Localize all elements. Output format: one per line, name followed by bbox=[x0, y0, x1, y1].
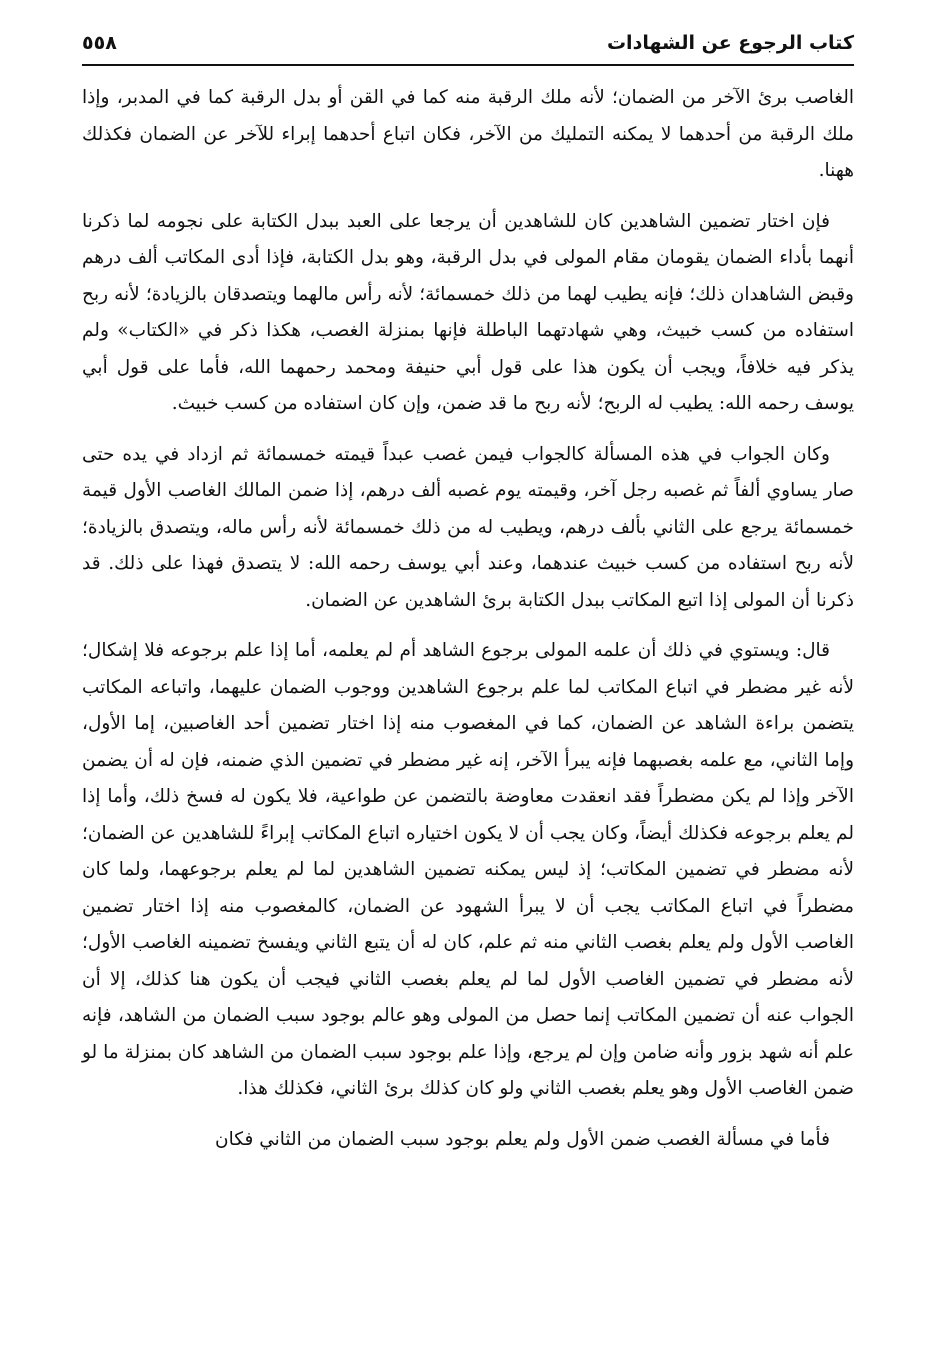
paragraph-4: قال: ويستوي في ذلك أن علمه المولى برجوع الشاهد أم لم يعلمه، أما إذا علم برجوعه فلا إشكال؛ لأنه غير مضطر في اتباع المكاتب لما علم برجوع الشاهدين ووجوب الضمان عليهما، واتباعه المكاتب يتضمن براءة الشاهد عن الضمان، كما في المغصوب منه إذا اختار تضمين أحد الغاصبين، إما الأول، وإما الثاني، مع علمه بغصبهما فإنه يبرأ الآخر، إنه غير مضطر في تضمين الذي ضمنه، فإن له أن يضمن الآخر وإذا لم يكن مضطراً فقد انعقدت معاوضة بالتضمن عن طواعية، فلا يكون له فسخ ذلك، وأما إذا لم يعلم برجوعه فكذلك أيضاً، وكان يجب أن لا يكون اختياره اتباع المكاتب إبراءً للشاهدين عن الضمان؛ لأنه مضطر في تضمين المكاتب؛ إذ ليس يمكنه تضمين الشاهدين لما لم يعلم برجوعهما، ولما كان مضطراً في اتباع المكاتب يجب أن لا يبرأ الشهود عن الضمان، كالمغصوب منه إذا اختار تضمين الغاصب الأول ولم يعلم بغصب الثاني منه ثم علم، كان له أن يتبع الثاني ويفسخ تضمينه الغاصب الأول؛ لأنه مضطر في تضمين الغاصب الأول لما لم يعلم بغصب الثاني فيجب أن يكون هنا كذلك، إلا أن الجواب عنه أن تضمين المكاتب إنما حصل من المولى وهو عالم بوجود سبب الضمان من الشاهد، فإنه علم أنه شهد بزور وأنه ضامن وإن لم يرجع، وإذا علم بوجود سبب الضمان من الشاهد كان بمنزلة ما لو ضمن الغاصب الأول وهو يعلم بغصب الثاني ولو كان كذلك برئ الثاني، فكذلك هذا. bbox=[82, 640, 855, 1099]
paragraph-2: فإن اختار تضمين الشاهدين كان للشاهدين أن يرجعا على العبد ببدل الكتابة على نجومه لما ذكرنا أنهما بأداء الضمان يقومان مقام المولى في بدل الرقبة، وهو بدل الكتابة، فإذا أدى المكاتب ألف درهم وقبض الشاهدان ذلك؛ فإنه يطيب لهما من ذلك خمسمائة؛ لأنه رأس مالهما ويتصدقان بالزيادة؛ لأنه ربح استفاده من كسب خبيث، وهي شهادتهما الباطلة فإنها بمنزلة الغصب، هكذا ذكر في «الكتاب» ولم يذكر فيه خلافاً، ويجب أن يكون هذا على قول أبي حنيفة ومحمد رحمهما الله، فأما على قول أبي يوسف رحمه الله: يطيب له الربح؛ لأنه ربح ما قد ضمن، وإن كان استفاده من كسب خبيث. bbox=[82, 210, 854, 414]
book-page bbox=[82, 26, 854, 1346]
paragraph-1: الغاصب برئ الآخر من الضمان؛ لأنه ملك الرقبة منه كما في القن أو بدل الرقبة كما في المدبر، وإذا ملك الرقبة من أحدهما لا يمكنه التمليك من الآخر، فكان اتباع أحدهما إبراء للآخر عن الضمان فكذلك ههنا. bbox=[82, 87, 854, 181]
page-header bbox=[82, 26, 854, 66]
page-body bbox=[82, 80, 854, 1158]
running-title: كتاب الرجوع عن الشهادات bbox=[606, 32, 854, 54]
paragraph-5: فأما في مسألة الغصب ضمن الأول ولم يعلم بوجود سبب الضمان من الثاني فكان bbox=[215, 1128, 830, 1150]
page-number: ٥٥٨ bbox=[82, 32, 117, 54]
paragraph-3: وكان الجواب في هذه المسألة كالجواب فيمن غصب عبداً قيمته خمسمائة ثم ازداد في يده حتى صار يساوي ألفاً ثم غصبه رجل آخر، وقيمته يوم غصبه ألف درهم، إذا ضمن المالك الغاصب الأول قيمة خمسمائة يرجع على الثاني بألف درهم، ويطيب له من ذلك خمسمائة لأنه رأس ماله، ويتصدق بالزيادة؛ لأنه ربح استفاده من كسب خبيث عندهما، وعند أبي يوسف رحمه الله: لا يتصدق فهذا على ذلك. قد ذكرنا أن المولى إذا اتبع المكاتب ببدل الكتابة برئ الشاهدين عن الضمان. bbox=[82, 443, 854, 611]
